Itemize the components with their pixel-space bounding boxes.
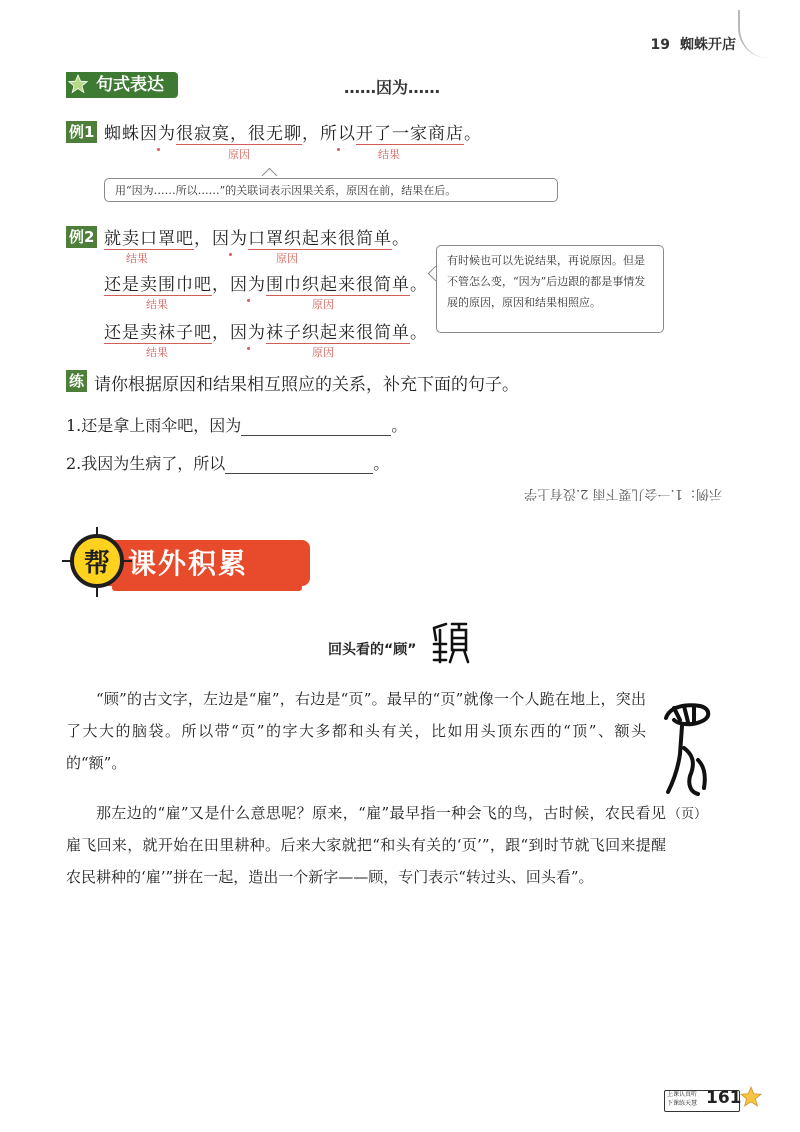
ex2-comma: ， xyxy=(212,275,230,295)
answer-blank-1[interactable] xyxy=(241,417,391,436)
footer-slogan-line-1: 上课认真听 xyxy=(667,1091,698,1098)
ex2-line-cause: 口罩织起来很简单 xyxy=(248,229,392,249)
ex2-label-cause: 原因 xyxy=(312,298,334,311)
question-1-text: 1.还是拿上雨伞吧，因为 xyxy=(66,416,242,435)
ex2-period: 。 xyxy=(410,275,428,295)
ex2-period: 。 xyxy=(410,323,428,343)
section-banner: 句式表达 xyxy=(66,72,178,98)
lesson-title: 蜘蛛开店 xyxy=(680,37,736,53)
lesson-number: 19 xyxy=(650,37,670,53)
example-1-sentence xyxy=(104,119,482,144)
note-1: 用“因为……所以……”的关联词表示因果关系，原因在前，结果在后。 xyxy=(104,178,558,202)
ye-caption: （页） xyxy=(668,807,708,822)
ex2-line-cause: 围巾织起来很简单 xyxy=(266,275,410,295)
ex2-keyword-because: 因为 xyxy=(230,323,266,343)
pattern-title: ……因为…… xyxy=(344,78,441,97)
question-2-end: 。 xyxy=(373,454,390,473)
ex1-label-cause: 原因 xyxy=(228,148,250,161)
ex2-comma: ， xyxy=(194,229,212,249)
star-icon xyxy=(68,74,88,94)
example-2-line-2 xyxy=(104,270,428,295)
footer-slogan-line-2: 下课练天慧 xyxy=(667,1100,698,1107)
ex1-label-effect: 结果 xyxy=(378,148,400,161)
upside-down-answer: 示例：1.一会儿要下雨 2.没有上学 xyxy=(524,486,722,501)
ex2-line-effect: 就卖口罩吧 xyxy=(104,229,194,249)
question-2 xyxy=(66,451,389,474)
ex2-label-effect: 结果 xyxy=(146,298,168,311)
question-2-text: 2.我因为生病了，所以 xyxy=(66,454,226,473)
ex1-keyword-because: 因为 xyxy=(140,124,176,144)
reading-title: 回头看的“顾” xyxy=(328,642,417,658)
ex1-effect: 开了一家商店 xyxy=(356,124,464,144)
note-2: 有时候也可以先说结果，再说原因。但是不管怎么变，“因为”后边跟的都是事情发展的原因，原因和结果相照应。 xyxy=(436,245,664,333)
ex1-part: 蜘蛛 xyxy=(104,124,140,144)
ex2-label-effect: 结果 xyxy=(126,252,148,265)
example-2-line-1 xyxy=(104,224,410,249)
footer-slogan xyxy=(667,1090,703,1108)
reading-paragraph-1: “顾”的古文字，左边是“雇”，右边是“页”。最早的“页”就像一个人跪在地上，突出了大大的脑袋。所以带“页”的字大多都和头有关，比如用头顶东西的“顶”、额头的“额”。 xyxy=(66,690,646,772)
ancient-gu-character-icon xyxy=(430,620,470,666)
ex2-label-cause: 原因 xyxy=(276,252,298,265)
badge-character: 帮 xyxy=(83,549,110,579)
example-2-tag: 例2 xyxy=(66,226,97,248)
example-2-line-3 xyxy=(104,318,428,343)
ex2-label-cause: 原因 xyxy=(312,346,334,359)
question-1 xyxy=(66,413,407,436)
practice-instruction: 请你根据原因和结果相互照应的关系，补充下面的句子。 xyxy=(94,375,519,395)
ex2-label-effect: 结果 xyxy=(146,346,168,359)
ex1-keyword-so: 所以 xyxy=(320,124,356,144)
practice-tag: 练 xyxy=(66,370,87,392)
ancient-ye-character-icon xyxy=(660,696,716,800)
ex2-keyword-because: 因为 xyxy=(230,275,266,295)
question-1-end: 。 xyxy=(391,416,408,435)
ex1-cause: 很寂寞，很无聊 xyxy=(176,124,302,144)
answer-blank-2[interactable] xyxy=(225,455,373,474)
ex2-line-cause: 袜子织起来很简单 xyxy=(266,323,410,343)
page-corner-fold xyxy=(738,10,770,58)
banner-underline xyxy=(112,584,302,591)
ex1-comma: ， xyxy=(302,124,320,144)
lesson-header xyxy=(651,34,736,54)
ex2-comma: ， xyxy=(212,323,230,343)
ex2-keyword-because: 因为 xyxy=(212,229,248,249)
ex2-period: 。 xyxy=(392,229,410,249)
ex2-line-effect: 还是卖围巾吧 xyxy=(104,275,212,295)
star-mascot-icon xyxy=(740,1086,762,1108)
ex1-period: 。 xyxy=(464,124,482,144)
example-1-tag: 例1 xyxy=(66,121,97,143)
reading-paragraph-2: 那左边的“雇”又是什么意思呢？原来，“雇”最早指一种会飞的鸟，古时候，农民看见雇飞回来，就开始在田里耕种。后来大家就把“和头有关的‘页’”，跟“到时节就飞回来提醒农民耕种的‘雇’”拼在一起，造出一个新字——顾，专门表示“转过头、回头看”。 xyxy=(66,804,666,886)
page-number: 161 xyxy=(706,1088,742,1108)
extra-banner-title: 课外积累 xyxy=(128,547,249,580)
ex2-line-effect: 还是卖袜子吧 xyxy=(104,323,212,343)
